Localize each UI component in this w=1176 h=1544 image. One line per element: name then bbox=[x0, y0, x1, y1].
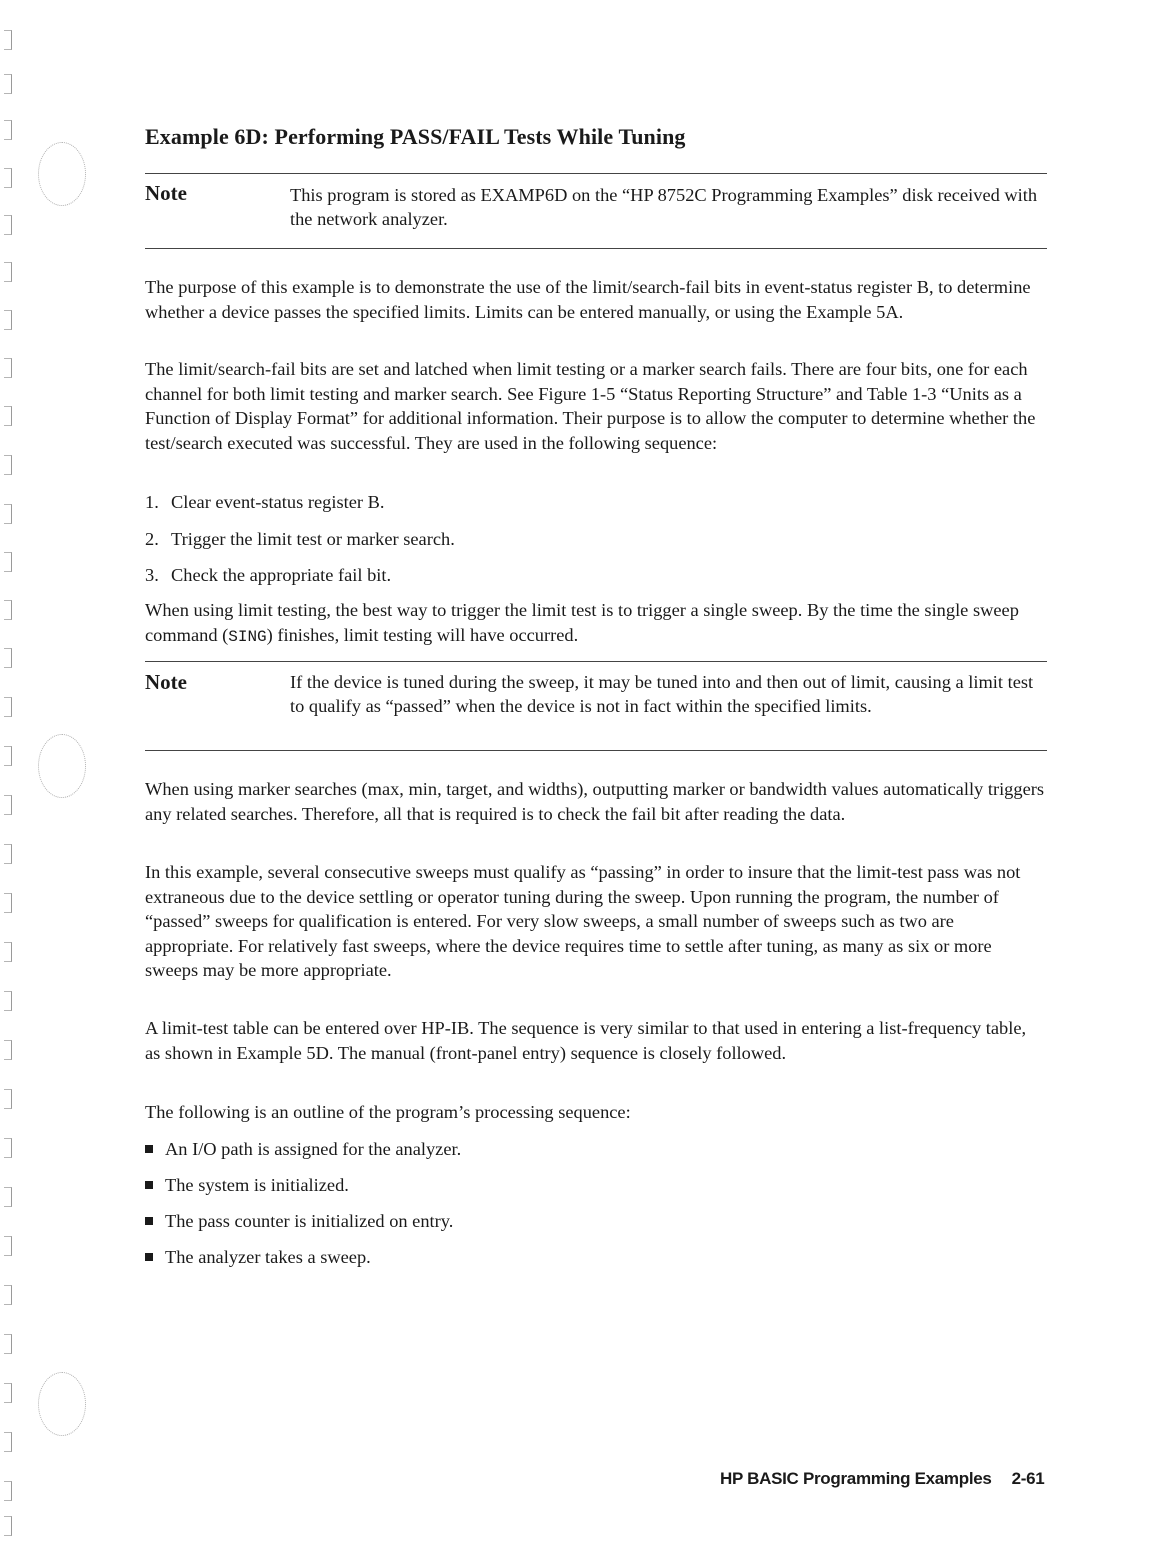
text-run: ) finishes, limit testing will have occurred. bbox=[266, 624, 579, 645]
paragraph: The limit/search-fail bits are set and latched when limit testing or a marker search fails. There are four bits, one for each channel for both limit testing and marker search. See Figure 1-5 “Status Reporting Structure” and Table 1-3 “Units as a Function of Display Format” for additional information. Their purpose is to allow the computer to determine whether the test/search executed was successful. They are used in the following sequence: bbox=[145, 359, 1036, 453]
bullet-square-icon bbox=[145, 1145, 153, 1153]
list-item bbox=[145, 490, 384, 514]
inline-code: SING bbox=[228, 627, 267, 646]
bullet-text: The analyzer takes a sweep. bbox=[165, 1247, 371, 1267]
bullet-item bbox=[145, 1137, 461, 1161]
binder-edge-mark bbox=[4, 30, 12, 50]
paragraph: When using marker searches (max, min, target, and widths), outputting marker or bandwidth values automatically triggers any related searches. Therefore, all that is required is to check the fail bit after reading the data. bbox=[145, 779, 1045, 824]
binder-edge-mark bbox=[4, 74, 12, 94]
binder-edge-mark bbox=[4, 1516, 12, 1536]
binder-edge-mark bbox=[4, 1481, 12, 1501]
binder-edge-mark bbox=[4, 552, 12, 572]
paragraph bbox=[145, 598, 1045, 649]
binder-edge-mark bbox=[4, 168, 12, 188]
binder-edge-mark bbox=[4, 648, 12, 668]
binder-edge-mark bbox=[4, 893, 12, 913]
punch-hole bbox=[38, 142, 86, 206]
page-number: 2-61 bbox=[1011, 1469, 1045, 1488]
bullet-item bbox=[145, 1245, 371, 1269]
bullet-text: An I/O path is assigned for the analyzer. bbox=[165, 1139, 462, 1159]
note-label: Note bbox=[145, 181, 187, 205]
binder-edge-mark bbox=[4, 1089, 12, 1109]
binder-edge-mark bbox=[4, 455, 12, 475]
binder-edge-mark bbox=[4, 358, 12, 378]
bullet-text: The pass counter is initialized on entry. bbox=[165, 1211, 454, 1231]
list-text: Trigger the limit test or marker search. bbox=[171, 529, 455, 549]
binder-edge-mark bbox=[4, 120, 12, 140]
list-item bbox=[145, 527, 455, 551]
binder-edge-mark bbox=[4, 1236, 12, 1256]
binder-edge-mark bbox=[4, 1432, 12, 1452]
binder-edge-mark bbox=[4, 1040, 12, 1060]
paragraph: The purpose of this example is to demonstrate the use of the limit/search-fail bits in event-status register B, to determine whether a device passes the specified limits. Limits can be entered manually, or using the Example 5A. bbox=[145, 277, 1031, 322]
list-number: 3. bbox=[145, 565, 159, 585]
bullet-item bbox=[145, 1173, 349, 1197]
paragraph: A limit-test table can be entered over HP-IB. The sequence is very similar to that used in entering a list-frequency table, as shown in Example 5D. The manual (front-panel entry) sequence is closely followed. bbox=[145, 1018, 1027, 1063]
paragraph: The following is an outline of the program’s processing sequence: bbox=[145, 1102, 631, 1122]
binder-edge-mark bbox=[4, 1285, 12, 1305]
binder-edge-mark bbox=[4, 262, 12, 282]
binder-edge-mark bbox=[4, 1383, 12, 1403]
list-number: 2. bbox=[145, 529, 159, 549]
binder-edge-mark bbox=[4, 942, 12, 962]
punch-hole bbox=[38, 734, 86, 798]
binder-edge-mark bbox=[4, 1138, 12, 1158]
bullet-square-icon bbox=[145, 1217, 153, 1225]
list-number: 1. bbox=[145, 492, 159, 512]
bullet-square-icon bbox=[145, 1253, 153, 1261]
paragraph: In this example, several consecutive sweeps must qualify as “passing” in order to insure that the limit-test pass was not extraneous due to the device settling or operator tuning during the sweep. Upon running the program, the number of “passed” sweeps for qualification is entered. For very slow sweeps, a small number of sweeps such as two are appropriate. For relatively fast sweeps, where the device requires time to settle after tuning, as many as six or more sweeps may be more appropriate. bbox=[145, 862, 1021, 980]
punch-hole bbox=[38, 1372, 86, 1436]
binder-edge-mark bbox=[4, 1187, 12, 1207]
bullet-item bbox=[145, 1209, 453, 1233]
text-run: When using limit testing, the best way to trigger the limit test is to trigger a single sweep. By the time the single sweep command ( bbox=[145, 600, 1019, 645]
binder-edge-mark bbox=[4, 406, 12, 426]
binder-edge-mark bbox=[4, 1334, 12, 1354]
note-text: If the device is tuned during the sweep, it may be tuned into and then out of limit, causing a limit test to qualify as “passed” when the device is not in fact within the specified limits. bbox=[290, 672, 1034, 716]
binder-edge-mark bbox=[4, 504, 12, 524]
binder-edge-mark bbox=[4, 844, 12, 864]
list-item bbox=[145, 563, 391, 587]
note-text: This program is stored as EXAMP6D on the “HP 8752C Programming Examples” disk received with the network analyzer. bbox=[290, 185, 1038, 229]
binder-edge-mark bbox=[4, 600, 12, 620]
bullet-text: The system is initialized. bbox=[165, 1175, 349, 1195]
binder-edge-mark bbox=[4, 746, 12, 766]
note-top-rule bbox=[145, 173, 1047, 174]
binder-edge-mark bbox=[4, 697, 12, 717]
note-top-rule bbox=[145, 661, 1047, 662]
bullet-square-icon bbox=[145, 1181, 153, 1189]
binder-edge-mark bbox=[4, 795, 12, 815]
page-footer bbox=[720, 1469, 1044, 1489]
binder-edge-mark bbox=[4, 991, 12, 1011]
binder-edge-mark bbox=[4, 310, 12, 330]
note-label: Note bbox=[145, 670, 187, 694]
page-title: Example 6D: Performing PASS/FAIL Tests While Tuning bbox=[145, 124, 686, 149]
binder-edge-mark bbox=[4, 215, 12, 235]
list-text: Check the appropriate fail bit. bbox=[171, 565, 392, 585]
note-bottom-rule bbox=[145, 248, 1047, 249]
list-text: Clear event-status register B. bbox=[171, 492, 385, 512]
footer-section-title: HP BASIC Programming Examples bbox=[720, 1469, 992, 1488]
note-bottom-rule bbox=[145, 750, 1047, 751]
